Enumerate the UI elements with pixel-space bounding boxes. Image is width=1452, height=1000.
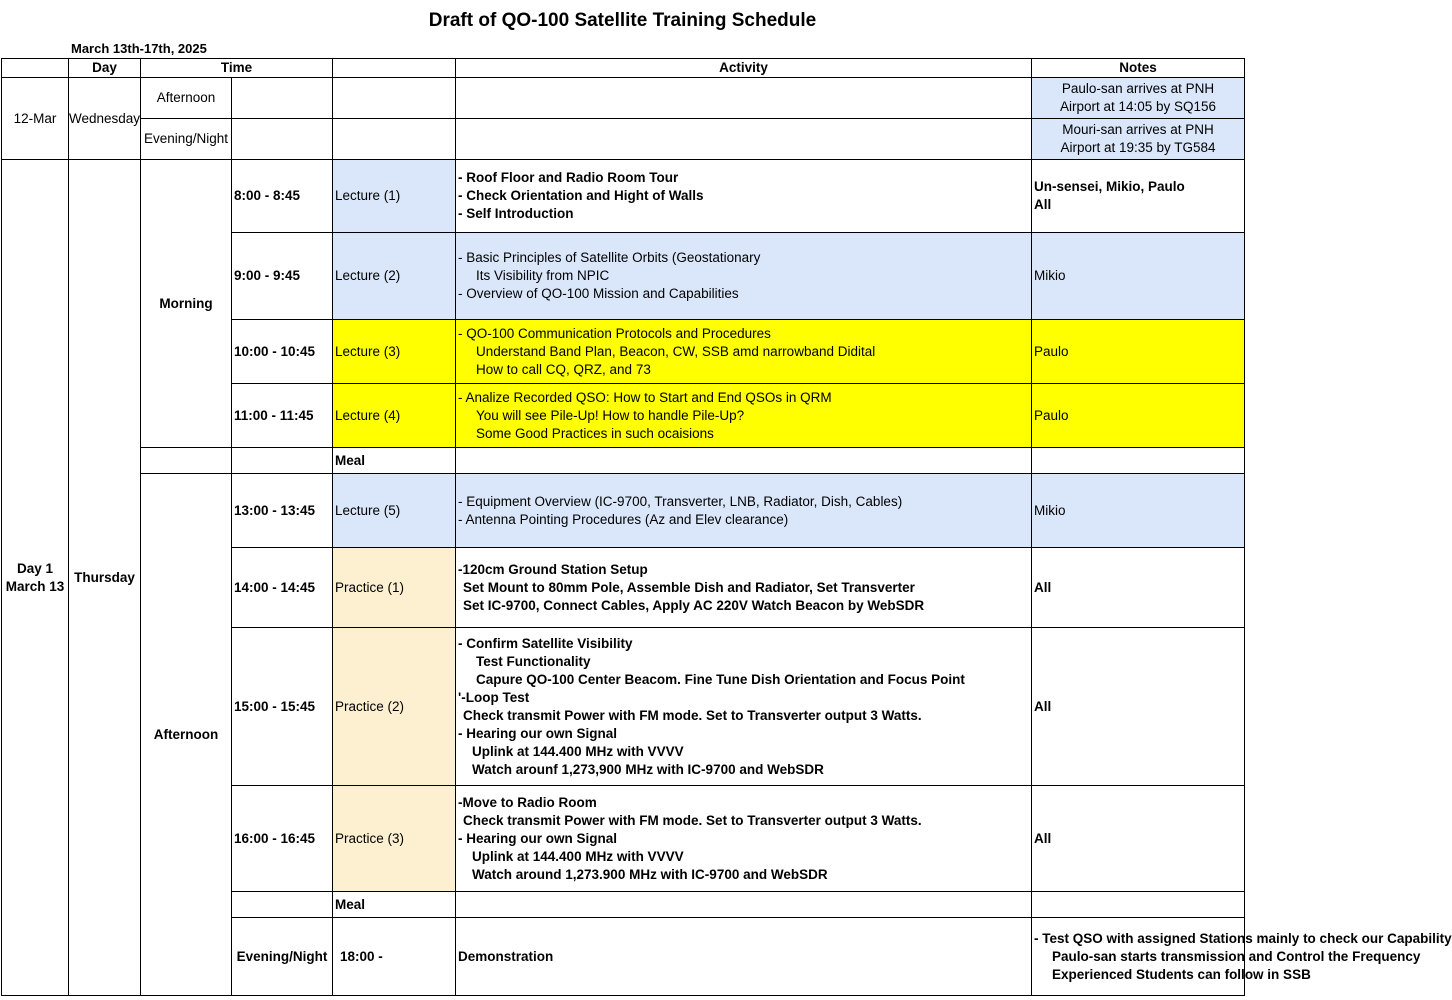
meal-label: Meal xyxy=(333,448,456,474)
period-afternoon: Afternoon xyxy=(141,78,232,119)
session-type: Lecture (2) xyxy=(333,233,456,320)
note-cell: Paulo xyxy=(1032,320,1245,384)
activity-cell: - Equipment Overview (IC-9700, Transverter, LNB, Radiator, Dish, Cables) - Antenna Pointing Procedures (Az and Elev clearance) xyxy=(456,474,1032,548)
header-activity: Activity xyxy=(456,59,1032,78)
header-notes: Notes xyxy=(1032,59,1245,78)
time-slot: 11:00 - 11:45 xyxy=(232,384,333,448)
pre-day-date: 12-Mar xyxy=(2,78,69,160)
activity-cell: - Roof Floor and Radio Room Tour - Check Orientation and Hight of Walls - Self Introduction xyxy=(456,160,1032,233)
note-cell: Mikio xyxy=(1032,233,1245,320)
time-slot: 14:00 - 14:45 xyxy=(232,548,333,628)
activity-cell: - QO-100 Communication Protocols and Procedures Understand Band Plan, Beacon, CW, SSB amd narrowband Didital How to call CQ, QRZ, and 73 xyxy=(456,320,1032,384)
activity-cell: -Move to Radio Room Check transmit Power with FM mode. Set to Transverter output 3 Watts. - Hearing our own Signal Uplink at 144.400 MHz with VVVV Watch around 1,273.900 MHz with IC-9700 and WebSDR xyxy=(456,786,1032,892)
pre-day-weekday: Wednesday xyxy=(69,78,141,160)
session-type: Practice (3) xyxy=(333,786,456,892)
note-cell: All xyxy=(1032,548,1245,628)
activity-cell: - Test QSO with assigned Stations mainly to check our Capability Paulo-san starts transmission and Control the Frequency Experienced Students can follow in SSB xyxy=(1032,918,1245,996)
period-evening: Evening/Night xyxy=(141,119,232,160)
table-row xyxy=(2,78,1245,119)
schedule-table xyxy=(1,58,1452,996)
time-slot: 15:00 - 15:45 xyxy=(232,628,333,786)
meal-label: Meal xyxy=(333,892,456,918)
time-slot: 18:00 - xyxy=(333,918,456,996)
page-title: Draft of QO-100 Satellite Training Schedule xyxy=(428,10,817,31)
note-cell: Paulo xyxy=(1032,384,1245,448)
activity-cell: - Confirm Satellite Visibility Test Functionality Capure QO-100 Center Beacom. Fine Tune Dish Orientation and Focus Point '-Loop Test Check transmit Power with FM mode. Set to Transverter output 3 Watts. - Hearing our own Signal Uplink at 144.400 MHz with VVVV Watch arounf 1,273,900 MHz with IC-9700 and WebSDR xyxy=(456,628,1032,786)
note-cell: Mouri-san arrives at PNH Airport at 19:35 by TG584 xyxy=(1032,119,1245,160)
session-type: Demonstration xyxy=(456,918,1032,996)
table-row xyxy=(2,160,1245,233)
time-slot: 16:00 - 16:45 xyxy=(232,786,333,892)
period-evening: Evening/Night xyxy=(232,918,333,996)
day-label: Day 1 March 13 xyxy=(2,160,69,996)
header-blank xyxy=(2,59,69,78)
note-cell: All xyxy=(1032,628,1245,786)
session-type: Lecture (4) xyxy=(333,384,456,448)
activity-cell: -120cm Ground Station Setup Set Mount to 80mm Pole, Assemble Dish and Radiator, Set Transverter Set IC-9700, Connect Cables, Apply AC 220V Watch Beacon by WebSDR xyxy=(456,548,1032,628)
header-time: Time xyxy=(141,59,333,78)
time-slot: 9:00 - 9:45 xyxy=(232,233,333,320)
time-slot: 8:00 - 8:45 xyxy=(232,160,333,233)
header-row xyxy=(2,59,1245,78)
note-cell: All xyxy=(1032,786,1245,892)
table-row xyxy=(2,119,1245,160)
session-type: Practice (2) xyxy=(333,628,456,786)
session-type: Lecture (3) xyxy=(333,320,456,384)
activity-cell: - Basic Principles of Satellite Orbits (Geostationary Its Visibility from NPIC - Overview of QO-100 Mission and Capabilities xyxy=(456,233,1032,320)
activity-cell: - Analize Recorded QSO: How to Start and End QSOs in QRM You will see Pile-Up! How to handle Pile-Up? Some Good Practices in such ocaisions xyxy=(456,384,1032,448)
session-type: Practice (1) xyxy=(333,548,456,628)
session-type: Lecture (5) xyxy=(333,474,456,548)
time-slot: 13:00 - 13:45 xyxy=(232,474,333,548)
note-cell: Un-sensei, Mikio, Paulo All xyxy=(1032,160,1245,233)
table-row xyxy=(2,448,1245,474)
table-row xyxy=(2,474,1245,548)
note-cell: Paulo-san arrives at PNH Airport at 14:05 by SQ156 xyxy=(1032,78,1245,119)
time-slot: 10:00 - 10:45 xyxy=(232,320,333,384)
session-type: Lecture (1) xyxy=(333,160,456,233)
header-type xyxy=(333,59,456,78)
date-range: March 13th-17th, 2025 xyxy=(71,41,207,56)
note-cell: Mikio xyxy=(1032,474,1245,548)
day-weekday: Thursday xyxy=(69,160,141,996)
period-afternoon: Afternoon xyxy=(141,474,232,996)
period-morning: Morning xyxy=(141,160,232,448)
header-day: Day xyxy=(69,59,141,78)
